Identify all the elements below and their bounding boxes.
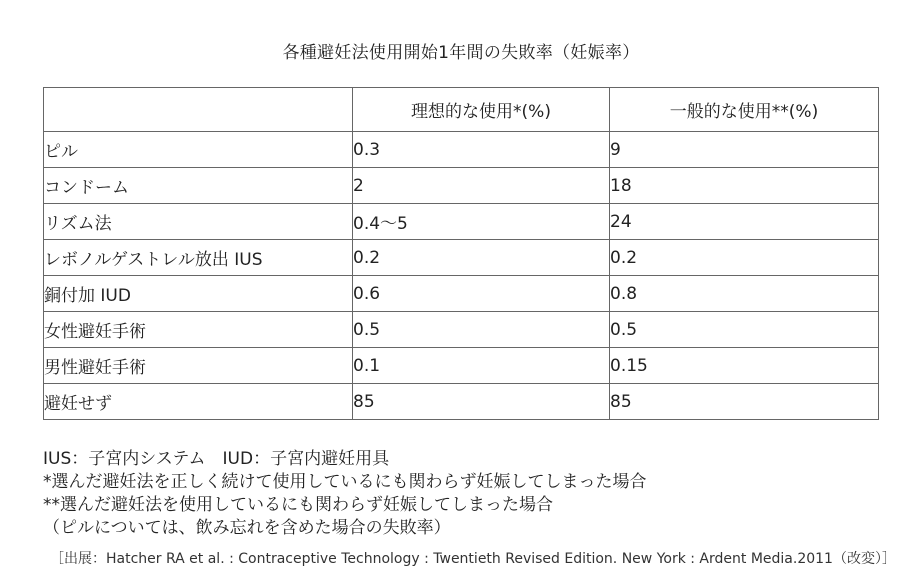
ideal-rate-cell: 2: [353, 168, 610, 204]
method-cell: リズム法: [44, 204, 353, 240]
footnote-ideal-use: *選んだ避妊法を正しく続けて使用しているにも関わらず妊娠してしまった場合: [43, 472, 647, 492]
typical-rate-cell: 0.2: [610, 240, 879, 276]
table-header-row: [44, 88, 879, 132]
ideal-rate-cell: 0.2: [353, 240, 610, 276]
method-cell: ピル: [44, 132, 353, 168]
table-row: [44, 240, 879, 276]
method-cell: 避妊せず: [44, 384, 353, 420]
table-row: [44, 348, 879, 384]
method-cell: コンドーム: [44, 168, 353, 204]
table-row: [44, 204, 879, 240]
method-cell: レボノルゲストレル放出 IUS: [44, 240, 353, 276]
typical-rate-cell: 85: [610, 384, 879, 420]
footnote-abbreviations: IUS：子宮内システム IUD：子宮内避妊用具: [43, 449, 390, 469]
method-cell: 女性避妊手術: [44, 312, 353, 348]
table-row: [44, 276, 879, 312]
table-title: 各種避妊法使用開始1年間の失敗率（妊娠率）: [282, 43, 640, 63]
header-method: [44, 88, 353, 132]
table-row: [44, 312, 879, 348]
typical-rate-cell: 0.15: [610, 348, 879, 384]
method-cell: 銅付加 IUD: [44, 276, 353, 312]
typical-rate-cell: 0.8: [610, 276, 879, 312]
footnotes: [43, 448, 647, 540]
table-row: [44, 168, 879, 204]
typical-rate-cell: 24: [610, 204, 879, 240]
table-row: [44, 384, 879, 420]
ideal-rate-cell: 0.5: [353, 312, 610, 348]
typical-rate-cell: 9: [610, 132, 879, 168]
ideal-rate-cell: 0.3: [353, 132, 610, 168]
ideal-rate-cell: 85: [353, 384, 610, 420]
failure-rate-table: [43, 87, 879, 420]
method-cell: 男性避妊手術: [44, 348, 353, 384]
ideal-rate-cell: 0.6: [353, 276, 610, 312]
source-citation: ［出展：Hatcher RA et al. : Contraceptive Technology : Twentieth Revised Edition. New York : Ardent Media.2011（改変）］: [50, 551, 896, 567]
ideal-rate-cell: 0.4〜5: [353, 204, 610, 240]
ideal-rate-cell: 0.1: [353, 348, 610, 384]
footnote-pill-note: （ピルについては、飲み忘れを含めた場合の失敗率）: [43, 518, 451, 538]
header-typical-use: 一般的な使用**(%): [610, 88, 879, 132]
header-ideal-use: 理想的な使用*(%): [353, 88, 610, 132]
typical-rate-cell: 18: [610, 168, 879, 204]
typical-rate-cell: 0.5: [610, 312, 879, 348]
table-row: [44, 132, 879, 168]
footnote-typical-use: **選んだ避妊法を使用しているにも関わらず妊娠してしまった場合: [43, 495, 553, 515]
